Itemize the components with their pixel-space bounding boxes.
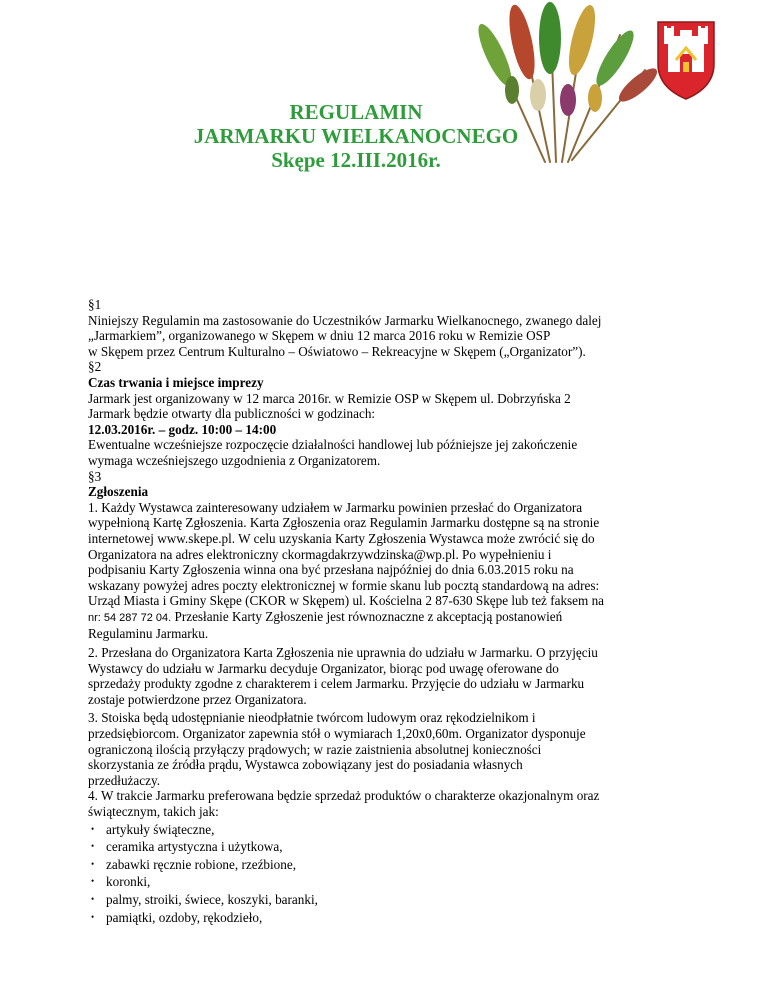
list-item: • palmy, stroiki, świece, koszyki, baranki,	[88, 892, 688, 908]
text-line: zostaje potwierdzone przez Organizatora.	[88, 691, 307, 707]
title-line-1: REGULAMIN	[289, 100, 423, 124]
section-3-heading: Zgłoszenia	[88, 484, 149, 500]
text-line: 1. Każdy Wystawca zainteresowany udziałem w Jarmarku powinien przesłać do Organizatora	[88, 499, 583, 515]
section-2-heading: Czas trwania i miejsce imprezy	[88, 374, 264, 390]
text-line: wypełnioną Kartę Zgłoszenia. Karta Zgłoszenia oraz Regulamin Jarmarku dostępne są na stronie	[88, 515, 600, 531]
list-item: • zabawki ręcznie robione, rzeźbione,	[88, 857, 688, 873]
text-span: Przesłanie Karty Zgłoszenie jest równoznaczne z akceptacją postanowień	[171, 608, 563, 624]
list-item: • artykuły świąteczne,	[88, 822, 688, 838]
text-line: podpisaniu Karty Zgłoszenia winna ona być przesłana najpóźniej do dnia 6.03.2015 roku na	[88, 562, 574, 578]
section-2-mark: §2	[88, 359, 102, 375]
text-line: wskazany powyżej adres poczty elektronicznej w formie skanu lub pocztą standardową na adres:	[88, 577, 600, 593]
text-line: 2. Przesłana do Organizatora Karta Zgłoszenia nie uprawnia do udziału w Jarmarku. O przyjęciu	[88, 645, 598, 661]
fax-number: nr: 54 287 72 04.	[88, 611, 172, 624]
list-item: • koronki,	[88, 874, 688, 890]
event-hours: 12.03.2016r. – godz. 10:00 – 14:00	[88, 421, 277, 437]
section-3-mark: §3	[88, 468, 102, 484]
text-line: skorzystania ze źródła prądu, Wystawca zobowiązany jest do posiadania własnych	[88, 757, 523, 773]
title-line-3: Skępe 12.III.2016r.	[271, 148, 441, 172]
list-item: • ceramika artystyczna i użytkowa,	[88, 839, 688, 855]
text-line: „Jarmarkiem”, organizowanego w Skępem w dniu 12 marca 2016 roku w Remizie OSP	[88, 328, 551, 344]
text-line: świątecznym, takich jak:	[88, 804, 219, 819]
text-line: Regulaminu Jarmarku.	[88, 626, 209, 642]
text-line: Niniejszy Regulamin ma zastosowanie do Uczestników Jarmarku Wielkanocnego, zwanego dalej	[88, 312, 602, 328]
text-line: internetowej www.skepe.pl. W celu uzyskania Karty Zgłoszenia Wystawca może zwrócić się do	[88, 530, 595, 546]
text-line: w Skępem przez Centrum Kulturalno – Oświatowo – Rekreacyjne w Skępem („Organizator”).	[88, 343, 586, 359]
text-line: sprzedaży produkty zgodne z charakterem i celem Jarmarku. Przyjęcie do udziału w Jarmarku	[88, 676, 585, 692]
text-line: Ewentualne wcześniejsze rozpoczęcie działalności handlowej lub późniejsze jej zakończenie	[88, 437, 578, 453]
text-line: Jarmark będzie otwarty dla publiczności w godzinach:	[88, 406, 376, 422]
text-line: Organizatora na adres elektroniczny ckormagdakrzywdzinska@wp.pl. Po wypełnieniu i	[88, 546, 552, 562]
text-line	[88, 609, 688, 627]
list-item: • pamiątki, ozdoby, rękodzieło,	[88, 910, 688, 926]
section-1-mark: §1	[88, 297, 102, 312]
title-line-2: JARMARKU WIELKANOCNEGO	[193, 124, 519, 148]
text-line: Urząd Miasta i Gminy Skępe (CKOR w Skępem) ul. Kościelna 2 87-630 Skępe lub też faksem na	[88, 593, 605, 609]
text-line: ograniczoną ilością przyłączy prądowych; w razie zaistnienia absolutnej konieczności	[88, 741, 542, 757]
document-title	[150, 100, 562, 172]
text-line: 3. Stoiska będą udostępnianie nieodpłatnie twórcom ludowym oraz rękodzielnikom i	[88, 710, 536, 726]
text-line: przedsiębiorcom. Organizator zapewnia stół o wymiarach 1,20x0,60m. Organizator dysponuje	[88, 726, 586, 742]
text-line: Wystawcy do udziału w Jarmarku decyduje Organizator, biorąc pod uwagę oferowane do	[88, 660, 559, 676]
text-line: Jarmark jest organizowany w 12 marca 2016r. w Remizie OSP w Skępem ul. Dobrzyńska 2	[88, 390, 571, 406]
text-line: 4. W trakcie Jarmarku preferowana będzie sprzedaż produktów o charakterze okazjonalnym oraz	[88, 788, 600, 804]
text-line: przedłużaczy.	[88, 772, 160, 788]
text-line: wymaga wcześniejszego uzgodnienia z Organizatorem.	[88, 452, 381, 468]
document-body	[88, 297, 688, 925]
town-crest-icon	[654, 18, 718, 102]
